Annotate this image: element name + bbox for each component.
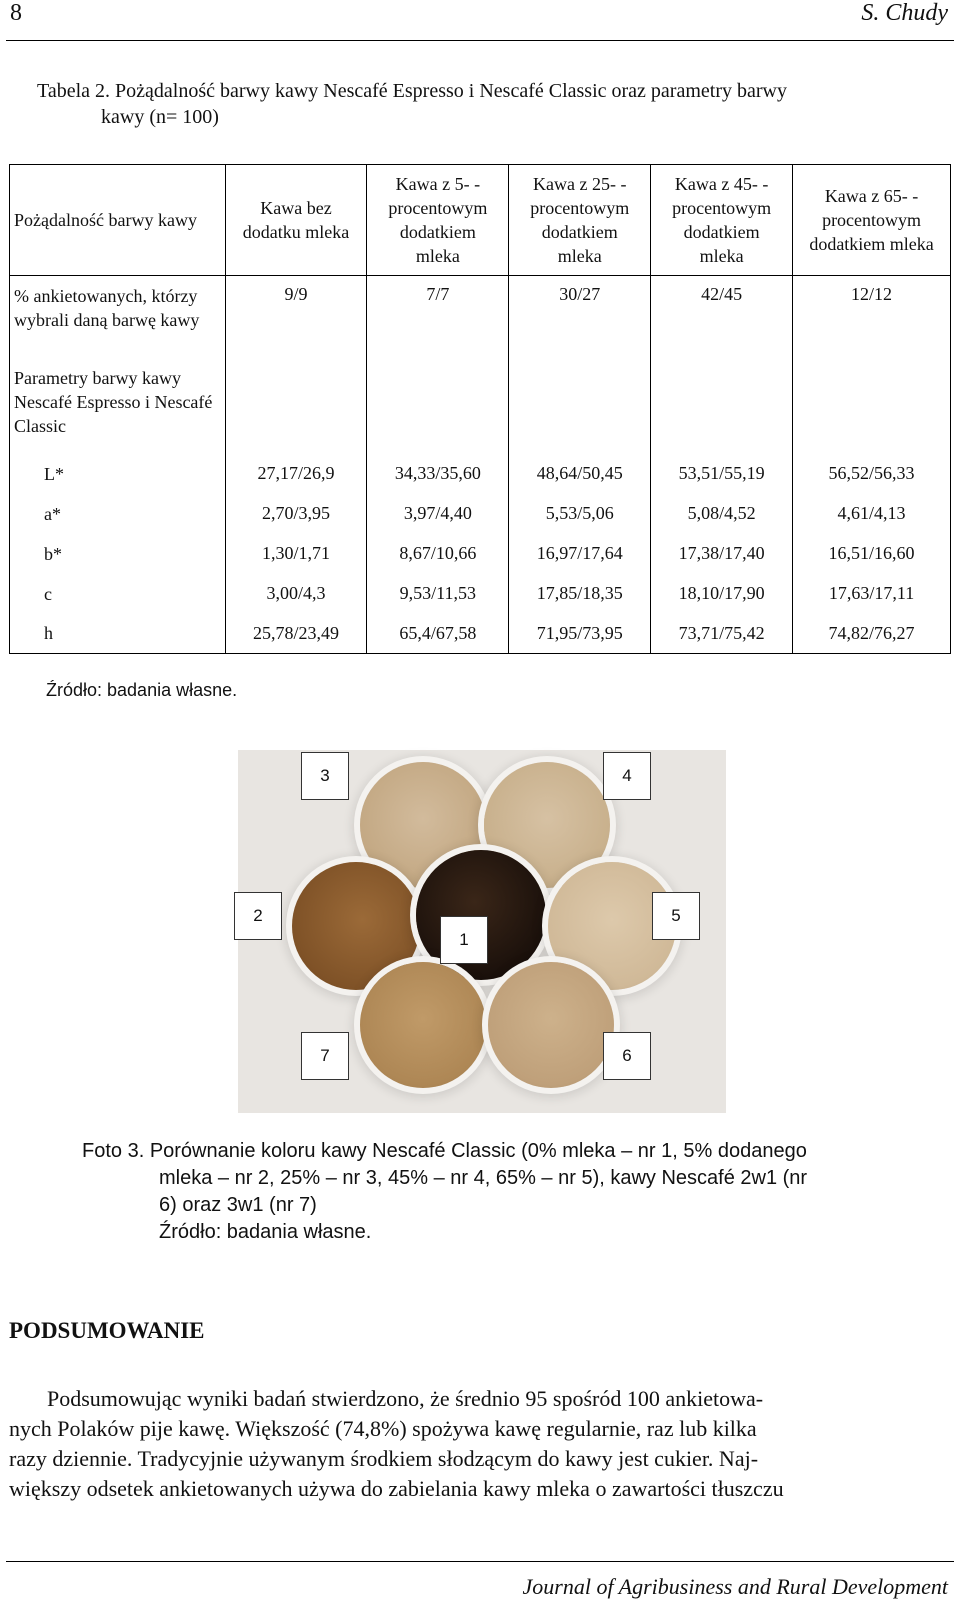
figure-caption xyxy=(82,1138,912,1246)
cup-6 xyxy=(488,962,614,1088)
table-caption xyxy=(37,78,937,130)
row-label: a* xyxy=(10,494,226,534)
table-cell: 4,61/4,13 xyxy=(793,494,951,534)
footer-rule xyxy=(6,1561,954,1562)
table-cell: 3,00/4,3 xyxy=(225,574,367,614)
row-label: h xyxy=(10,614,226,654)
table-cell: 16,97/17,64 xyxy=(509,534,651,574)
col-header: Kawa z 45- -procentowym dodatkiem mleka xyxy=(651,165,793,276)
table-cell: 74,82/76,27 xyxy=(793,614,951,654)
photo-label-1: 1 xyxy=(440,916,488,964)
section-heading: PODSUMOWANIE xyxy=(9,1318,205,1343)
photo-label-5: 5 xyxy=(652,892,700,940)
table-cell: 65,4/67,58 xyxy=(367,614,509,654)
table-row xyxy=(10,366,951,454)
table-cell: 17,85/18,35 xyxy=(509,574,651,614)
coffee-cups-photo xyxy=(238,750,726,1113)
table-cell: 9/9 xyxy=(225,276,367,366)
figure-caption-line4: Źródło: badania własne. xyxy=(159,1221,372,1243)
table-row xyxy=(10,614,951,654)
row-label: b* xyxy=(10,534,226,574)
summary-line1: Podsumowując wyniki badań stwierdzono, że średnio 95 spośród 100 ankietowa- xyxy=(47,1386,764,1411)
table-cell: 2,70/3,95 xyxy=(225,494,367,534)
table-caption-line2: kawy (n= 100) xyxy=(101,106,219,128)
row-label: Parametry barwy kawy Nescafé Espresso i Nescafé Classic xyxy=(10,366,226,454)
table-row xyxy=(10,494,951,534)
table-cell: 9,53/11,53 xyxy=(367,574,509,614)
row-label: c xyxy=(10,574,226,614)
table-cell: 27,17/26,9 xyxy=(225,454,367,494)
table-cell: 3,97/4,40 xyxy=(367,494,509,534)
table-cell: 18,10/17,90 xyxy=(651,574,793,614)
table-row xyxy=(10,534,951,574)
table-cell: 5,53/5,06 xyxy=(509,494,651,534)
table-header-row xyxy=(10,165,951,276)
running-author: S. Chudy xyxy=(861,0,948,26)
table-cell: 7/7 xyxy=(367,276,509,366)
photo-label-3: 3 xyxy=(301,752,349,800)
table-cell: 1,30/1,71 xyxy=(225,534,367,574)
table-cell: 8,67/10,66 xyxy=(367,534,509,574)
table-cell: 73,71/75,42 xyxy=(651,614,793,654)
table-caption-line1: Tabela 2. Pożądalność barwy kawy Nescafé Espresso i Nescafé Classic oraz parametry barwy xyxy=(37,80,787,102)
table-cell: 71,95/73,95 xyxy=(509,614,651,654)
summary-line2: nych Polaków pije kawę. Większość (74,8%) spożywa kawę regularnie, raz lub kilka xyxy=(9,1416,757,1441)
table-cell: 34,33/35,60 xyxy=(367,454,509,494)
cup-7 xyxy=(360,962,486,1088)
photo-label-7: 7 xyxy=(301,1032,349,1080)
row-label: % ankietowanych, którzy wybrali daną barwę kawy xyxy=(10,276,226,366)
col-header: Kawa bez dodatku mleka xyxy=(225,165,367,276)
table-cell: 16,51/16,60 xyxy=(793,534,951,574)
col-header: Kawa z 25- -procentowym dodatkiem mleka xyxy=(509,165,651,276)
summary-paragraph xyxy=(9,1384,952,1504)
header-rule xyxy=(6,40,954,41)
table-cell: 17,38/17,40 xyxy=(651,534,793,574)
figure-caption-line3: 6) oraz 3w1 (nr 7) xyxy=(159,1194,317,1216)
photo-label-2: 2 xyxy=(234,892,282,940)
table-cell: 48,64/50,45 xyxy=(509,454,651,494)
table-source: Źródło: badania własne. xyxy=(46,680,238,700)
figure-caption-line1: Foto 3. Porównanie koloru kawy Nescafé Classic (0% mleka – nr 1, 5% dodanego xyxy=(82,1140,807,1162)
journal-name: Journal of Agribusiness and Rural Development xyxy=(522,1574,948,1599)
photo-label-4: 4 xyxy=(603,752,651,800)
table-row xyxy=(10,574,951,614)
color-table xyxy=(9,164,951,654)
col-header: Kawa z 5- -procentowym dodatkiem mleka xyxy=(367,165,509,276)
table-cell: 12/12 xyxy=(793,276,951,366)
table-cell: 5,08/4,52 xyxy=(651,494,793,534)
photo-label-6: 6 xyxy=(603,1032,651,1080)
table-cell: 30/27 xyxy=(509,276,651,366)
row-label: L* xyxy=(10,454,226,494)
table-cell: 25,78/23,49 xyxy=(225,614,367,654)
table-cell: 53,51/55,19 xyxy=(651,454,793,494)
figure-caption-line2: mleka – nr 2, 25% – nr 3, 45% – nr 4, 65% – nr 5), kawy Nescafé 2w1 (nr xyxy=(159,1167,808,1189)
col-header: Kawa z 65- -procentowym dodatkiem mleka xyxy=(793,165,951,276)
table-cell: 17,63/17,11 xyxy=(793,574,951,614)
summary-line4: większy odsetek ankietowanych używa do zabielania kawy mleka o zawartości tłuszczu xyxy=(9,1476,784,1501)
col-header: Pożądalność barwy kawy xyxy=(10,165,226,276)
table-row xyxy=(10,454,951,494)
table-cell: 56,52/56,33 xyxy=(793,454,951,494)
page-number: 8 xyxy=(10,0,22,26)
summary-line3: razy dziennie. Tradycyjnie używanym środkiem słodzącym do kawy jest cukier. Naj- xyxy=(9,1446,759,1471)
table-cell: 42/45 xyxy=(651,276,793,366)
table-row xyxy=(10,276,951,366)
